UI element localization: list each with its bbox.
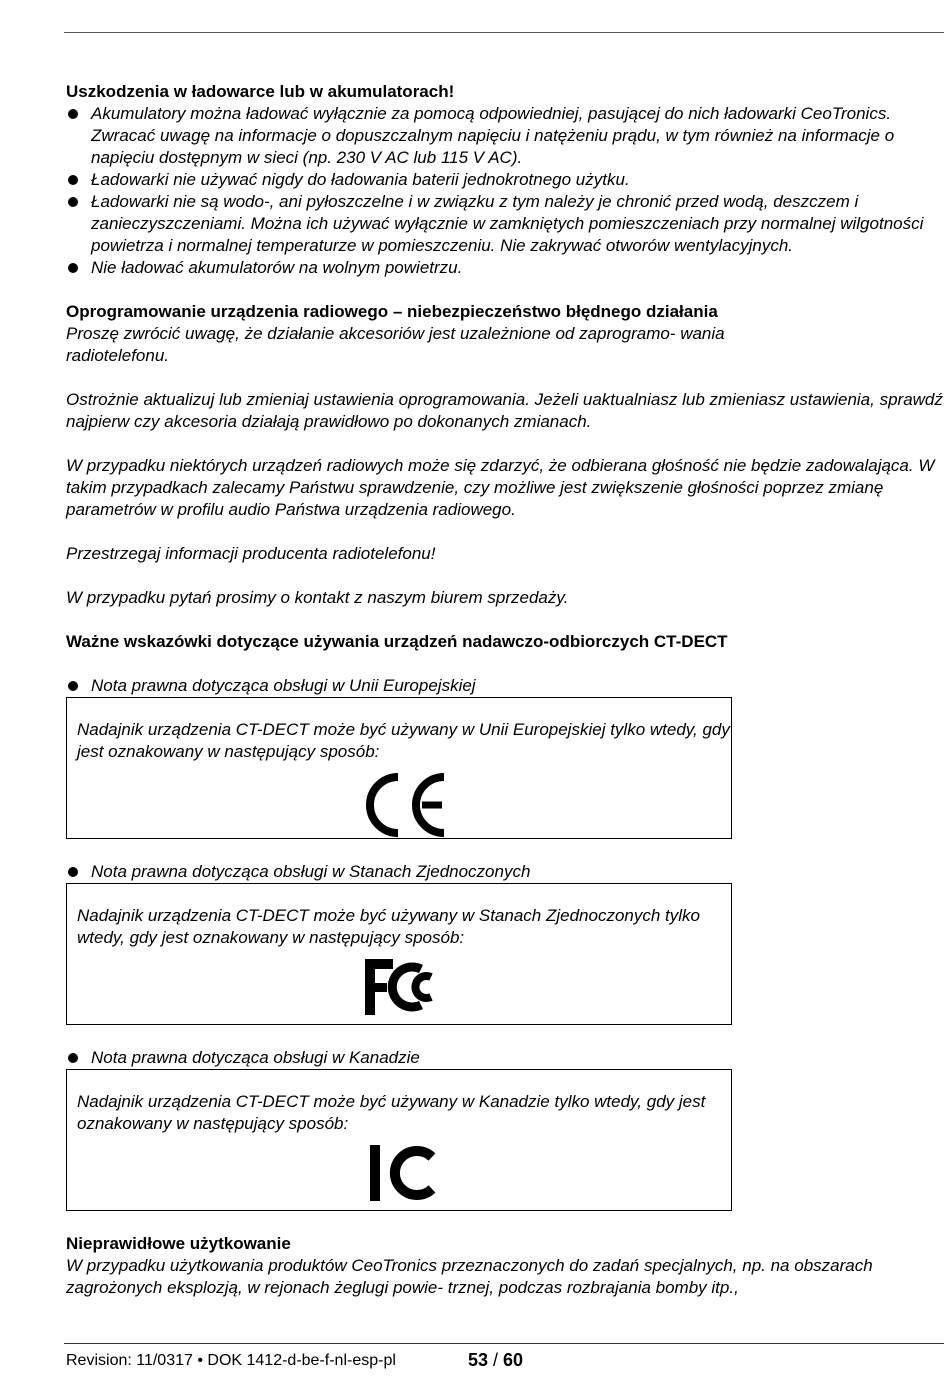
fcc-mark-icon [361, 955, 447, 1019]
heading-radio-software: Oprogramowanie urządzenia radiowego – niebezpieczeństwo błędnego działania [66, 302, 718, 321]
footer-rule [64, 1343, 944, 1344]
bullet-item: Nota prawna dotycząca obsługi w Stanach Zjednoczonych [66, 861, 946, 883]
paragraph: Przestrzegaj informacji producenta radiotelefonu! [66, 544, 436, 563]
canada-note-box [66, 1069, 732, 1211]
paragraph: W przypadku niektórych urządzeń radiowych może się zdarzyć, że odbierana głośność nie będzie zadowalająca. W takim przypadkach zalecamy Państwu sprawdzenie, czy możliwe jest zwiększenie głośności poprzez zmianę parametrów w profilu audio Państwa urządzenia radiowego. [66, 456, 935, 519]
page-total: 60 [503, 1350, 524, 1370]
charger-bullet-list [66, 103, 946, 279]
ic-mark-icon [366, 1141, 442, 1205]
paragraph: Ostrożnie aktualizuj lub zmieniaj ustawienia oprogramowania. Jeżeli uaktualniasz lub zmieniasz ustawienia, sprawdź najpierw czy akcesoria działają prawidłowo po dokonanych zmianach. [66, 390, 943, 431]
us-note-box [66, 883, 732, 1025]
us-note-bullet [66, 861, 946, 883]
page-content [66, 81, 946, 1299]
eu-note-box [66, 697, 732, 839]
page-number [468, 1349, 523, 1371]
note-text: Nadajnik urządzenia CT-DECT może być używany w Stanach Zjednoczonych tylko wtedy, gdy jest oznakowany w następujący sposób: [77, 906, 700, 947]
paragraph: Proszę zwrócić uwagę, że działanie akcesoriów jest uzależnione od zaprogramo- wania radiotelefonu. [66, 324, 725, 365]
page-separator: / [488, 1350, 504, 1370]
header-rule [64, 32, 944, 33]
bullet-item: Nota prawna dotycząca obsługi w Unii Europejskiej [66, 675, 946, 697]
paragraph: W przypadku użytkowania produktów CeoTronics przeznaczonych do zadań specjalnych, np. na obszarach zagrożonych eksplozją, w rejonach żeglugi powie- trznej, podczas rozbrajania bomby itp., [66, 1256, 873, 1297]
note-text: Nadajnik urządzenia CT-DECT może być używany w Kanadzie tylko wtedy, gdy jest oznakowany w następujący sposób: [77, 1092, 706, 1133]
bullet-item: Nie ładować akumulatorów na wolnym powietrzu. [66, 257, 946, 279]
bullet-item: Ładowarki nie są wodo-, ani pyłoszczelne i w związku z tym należy je chronić przed wodą, deszczem i zanieczyszczeniami. Można ich używać wyłącznie w zamkniętych pomieszczeniach przy normalnej wilgotności powietrza i normalnej temperaturze w pomieszczeniu. Nie zakrywać otworów wentylacyjnych. [66, 191, 950, 257]
canada-note-bullet [66, 1047, 946, 1069]
heading-improper-use: Nieprawidłowe użytkowanie [66, 1234, 291, 1253]
paragraph: W przypadku pytań prosimy o kontakt z naszym biurem sprzedaży. [66, 588, 569, 607]
bullet-item: Nota prawna dotycząca obsługi w Kanadzie [66, 1047, 946, 1069]
note-text: Nadajnik urządzenia CT-DECT może być używany w Unii Europejskiej tylko wtedy, gdy jest oznakowany w następujący sposób: [77, 720, 730, 761]
heading-dect-notes: Ważne wskazówki dotyczące używania urządzeń nadawczo-odbiorczych CT-DECT [66, 632, 728, 651]
ce-mark-icon [354, 769, 454, 845]
bullet-item: Akumulatory można ładować wyłącznie za pomocą odpowiedniej, pasującej do nich ładowarki CeoTronics. Zwracać uwagę na informacje o dopuszczalnym napięciu i natężeniu prądu, w tym również na informacje o napięciu dostępnym w sieci (np. 230 V AC lub 115 V AC). [66, 103, 946, 169]
bullet-item: Ładowarki nie używać nigdy do ładowania baterii jednokrotnego użytku. [66, 169, 946, 191]
page-current: 53 [468, 1350, 489, 1370]
eu-note-bullet [66, 675, 946, 697]
heading-charger-damage: Uszkodzenia w ładowarce lub w akumulatorach! [66, 82, 455, 101]
page-footer [66, 1350, 524, 1372]
revision-info: Revision: 11/0317 • DOK 1412-d-be-f-nl-esp-pl [66, 1352, 396, 1369]
